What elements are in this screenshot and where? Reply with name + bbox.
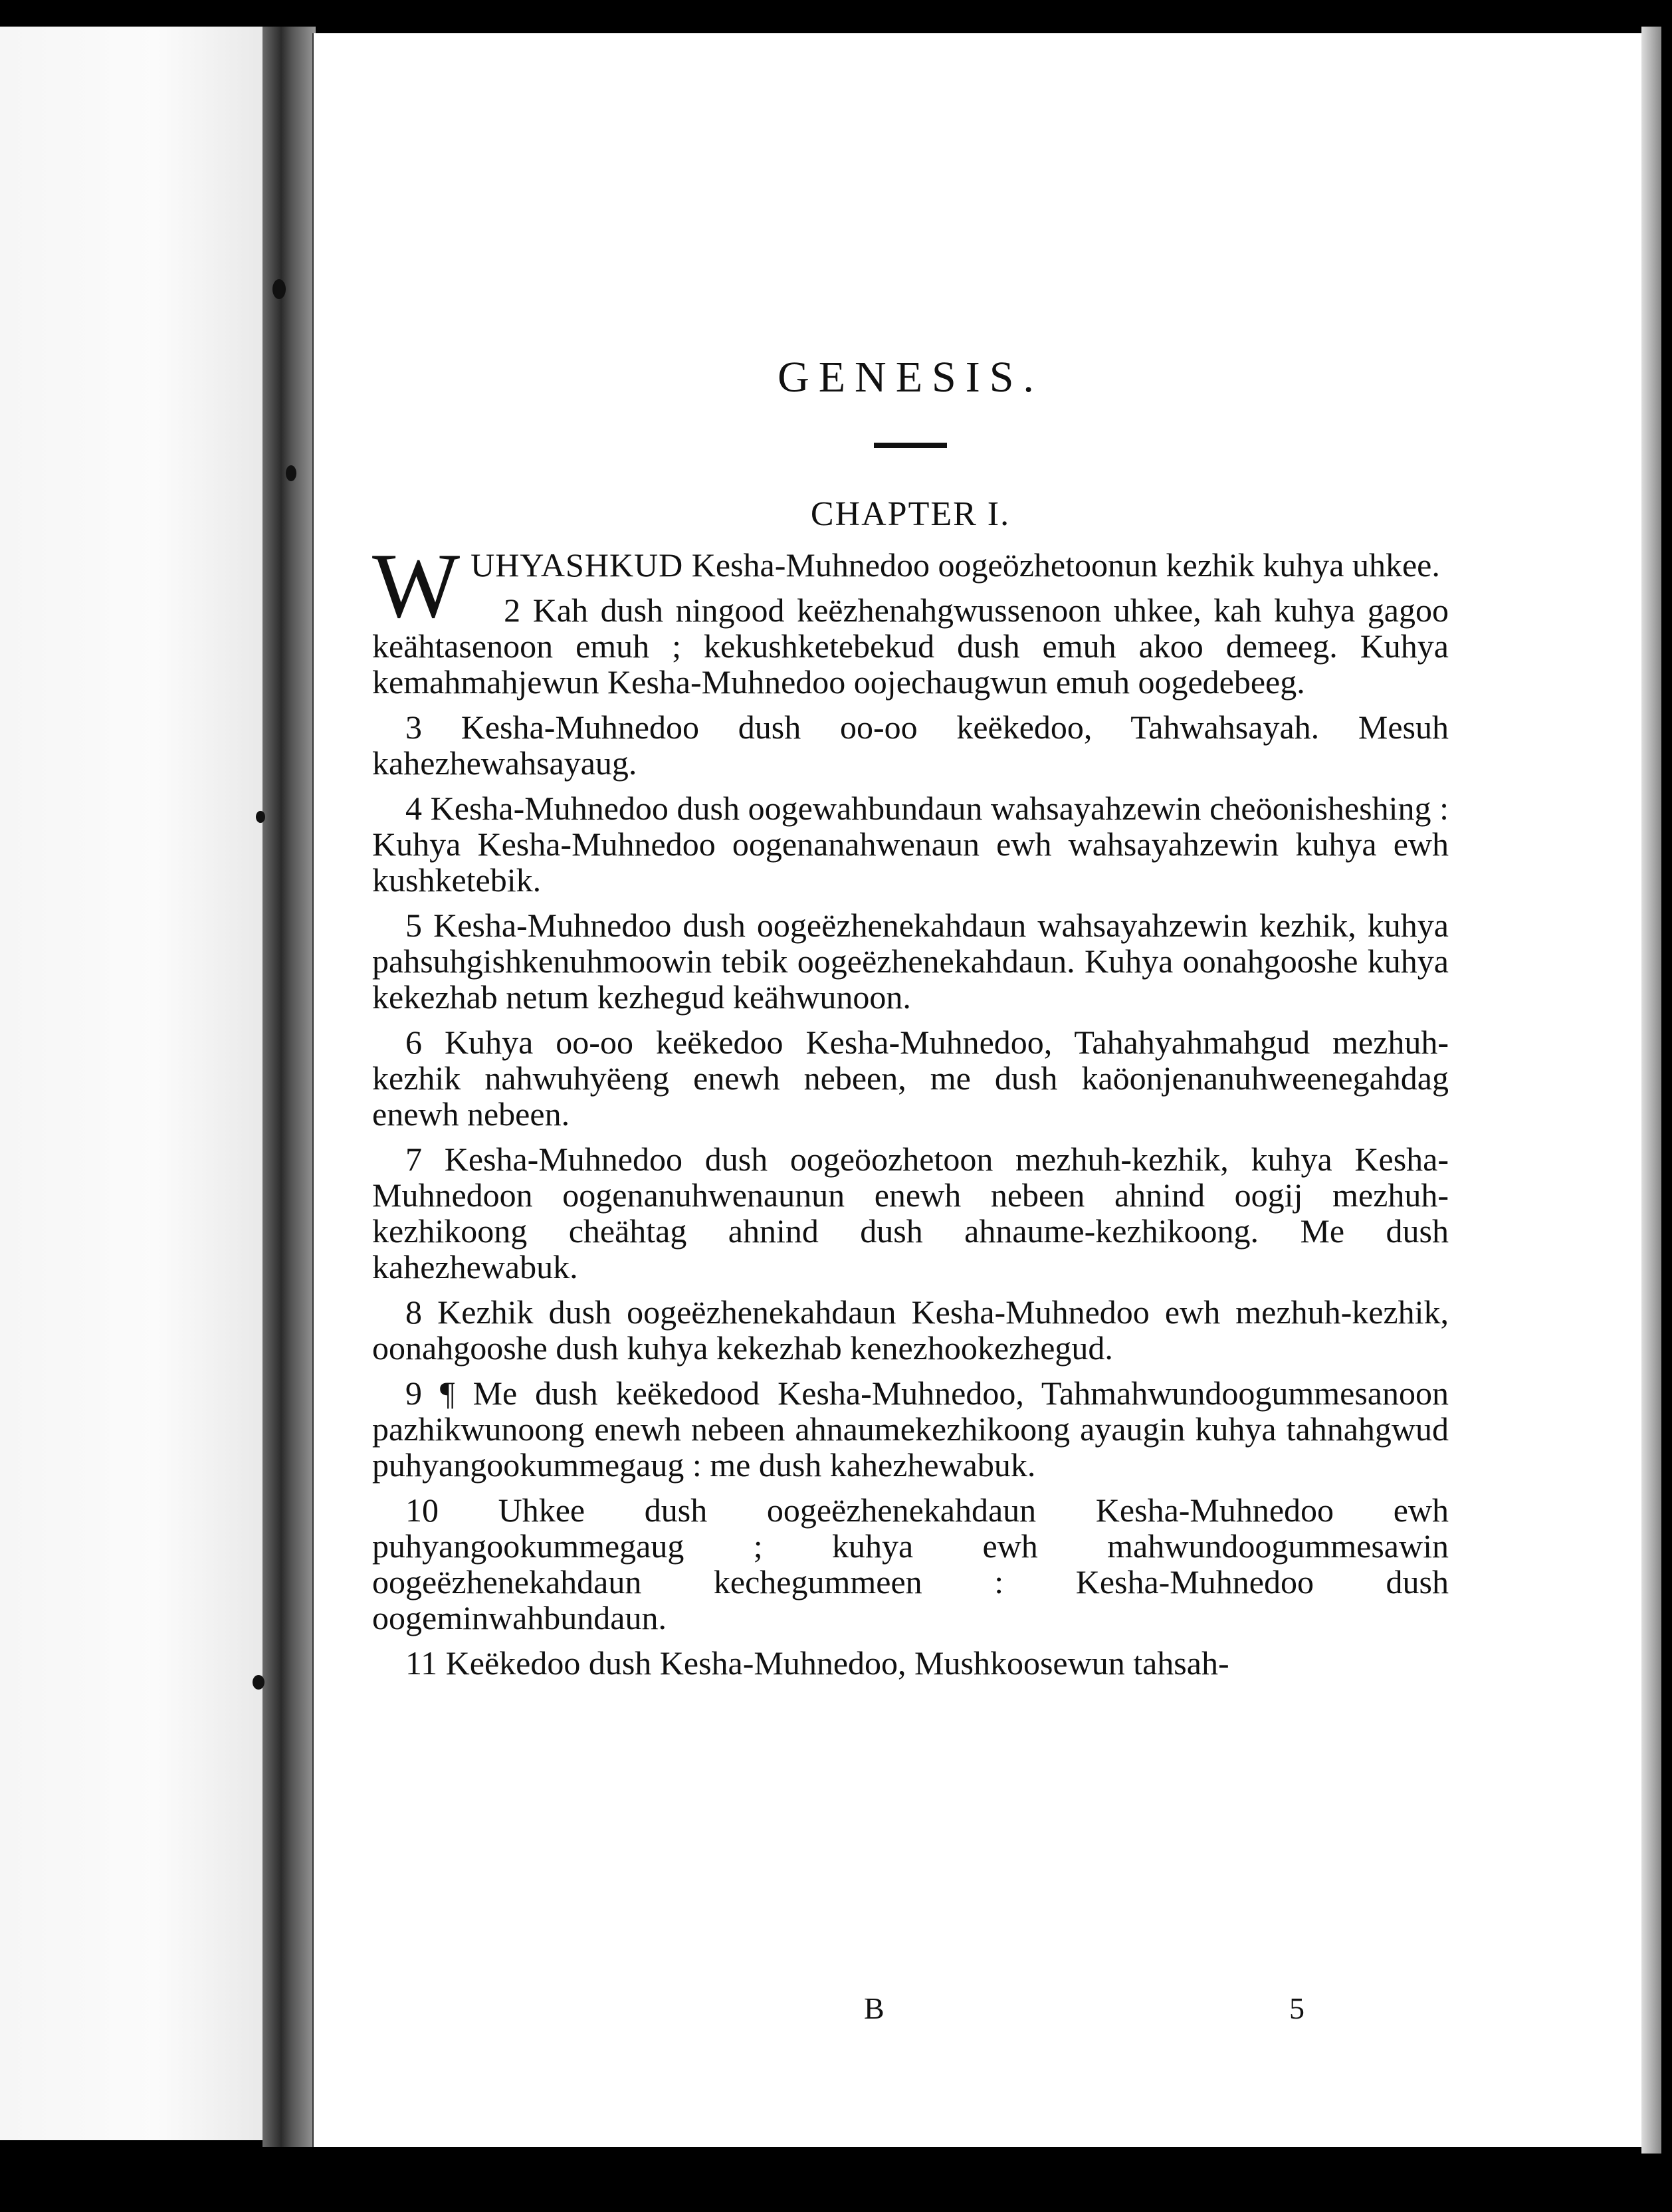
verse-text: Kesha-Muhnedoo oogeözhetoonun kezhik kuhya uhkee.	[683, 546, 1440, 584]
drop-cap: W	[372, 534, 461, 637]
page-footer	[372, 1991, 1449, 2031]
verse-4: 4 Kesha-Muhnedoo dush oogewahbundaun wahsayahzewin cheöonisheshing : Kuhya Kesha-Muhnedoo oogenanahwenaun ewh wahsayahzewin kuhya ewh kushketebik.	[372, 790, 1449, 899]
page-number: 5	[1289, 1991, 1305, 2025]
page-edge-shadow	[1641, 27, 1661, 2154]
left-blank-page	[0, 27, 262, 2140]
ink-speck	[253, 1675, 264, 1690]
book-title: GENESIS.	[778, 353, 1043, 401]
signature-mark: B	[864, 1991, 885, 2025]
page-body	[372, 312, 1449, 1690]
verse-5: 5 Kesha-Muhnedoo dush oogeëzhenekahdaun wahsayahzewin kezhik, kuhya pahsuhgishkenuhmoowin tebik oogeëzhenekahdaun. Kuhya oonahgooshe kuhya kekezhab netum kezhegud keähwunoon.	[372, 907, 1449, 1016]
ink-speck	[286, 465, 296, 481]
verse-9: 9 ¶ Me dush keëkedood Kesha-Muhnedoo, Tahmahwundoogummesanoon pazhikwunoong enewh nebeen ahnaumekezhikoong ayaugin kuhya tahnahgwud puhyangookummegaug : me dush kahezhewabuk.	[372, 1375, 1449, 1484]
ink-speck	[272, 279, 286, 299]
book-gutter	[262, 27, 316, 2147]
verse-11: 11 Keëkedoo dush Kesha-Muhnedoo, Mushkoosewun tahsah-	[405, 1644, 1229, 1682]
title-rule	[874, 443, 947, 448]
verse-3: 3 Kesha-Muhnedoo dush oo-oo keëkedoo, Tahwahsayah. Mesuh kahezhewahsayaug.	[372, 709, 1449, 782]
verse-1	[372, 534, 1449, 637]
verse-8: 8 Kezhik dush oogeëzhenekahdaun Kesha-Muhnedoo ewh mezhuh-kezhik, oonahgooshe dush kuhya kekezhab kenezhookezhegud.	[372, 1293, 1449, 1367]
verse-lead-word: UHYASHKUD	[470, 546, 684, 584]
verse-6: 6 Kuhya oo-oo keëkedoo Kesha-Muhnedoo, Tahahyahmahgud mezhuh-kezhik nahwuhyëeng enewh nebeen, me dush kaöonjenanuhweenegahdag enewh nebeen.	[372, 1024, 1449, 1133]
verse-7: 7 Kesha-Muhnedoo dush oogeöozhetoon mezhuh-kezhik, kuhya Kesha-Muhnedoon oogenanuhwenaunun enewh nebeen ahnind oogij mezhuh-kezhikoong cheähtag ahnind dush ahnaume-kezhikoong. Me dush kahezhewabuk.	[372, 1141, 1449, 1285]
verse-10: 10 Uhkee dush oogeëzhenekahdaun Kesha-Muhnedoo ewh puhyangookummegaug ; kuhya ewh mahwundoogummesawin oogeëzhenekahdaun kechegummeen : Kesha-Muhnedoo dush oogeminwahbundaun.	[372, 1492, 1449, 1636]
verse-2: 2 Kah dush ningood keëzhenahgwussenoon uhkee, kah kuhya gagoo keähtasenoon emuh ; kekushketebekud dush emuh akoo demeeg. Kuhya kemahmahjewun Kesha-Muhnedoo oojechaugwun emuh oogedebeeg.	[372, 592, 1449, 701]
chapter-heading: CHAPTER I.	[810, 495, 1011, 533]
ink-speck	[256, 811, 265, 823]
